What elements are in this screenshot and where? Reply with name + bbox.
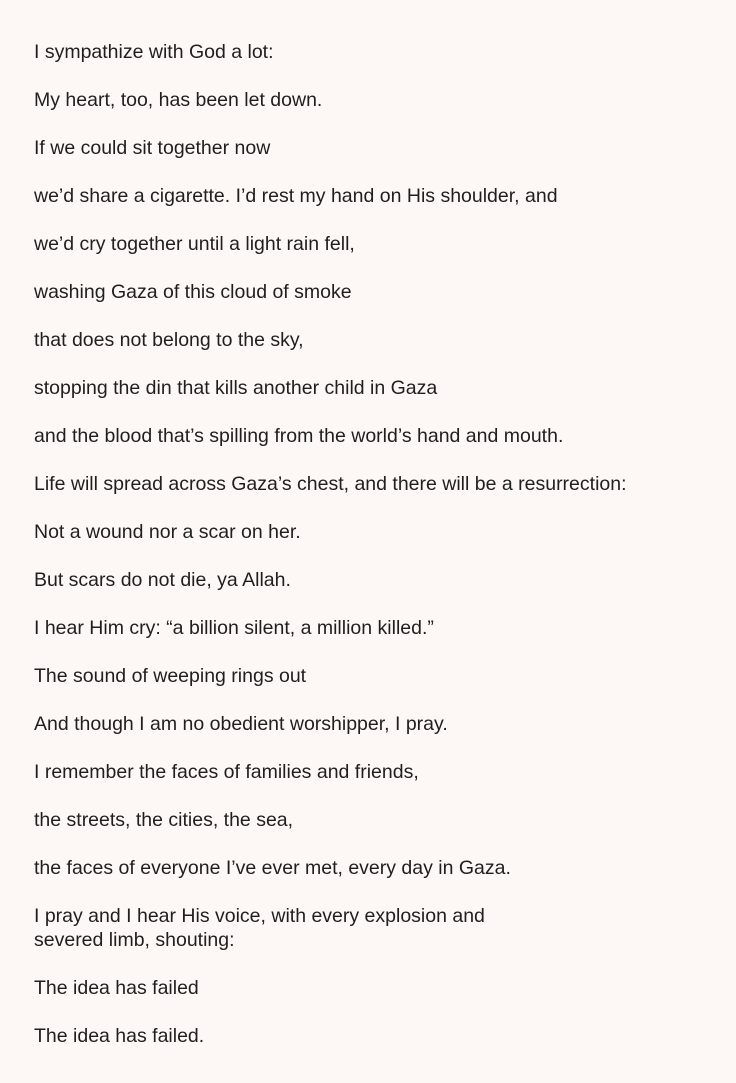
poem-text bbox=[34, 40, 704, 1072]
poem-line: The sound of weeping rings out bbox=[34, 665, 307, 687]
poem-line: But scars do not die, ya Allah. bbox=[34, 569, 291, 591]
poem-line: the faces of everyone I’ve ever met, every day in Gaza. bbox=[34, 857, 511, 879]
poem-line: The idea has failed. bbox=[34, 1025, 205, 1047]
poem-line: I remember the faces of families and friends, bbox=[34, 761, 419, 783]
poem-line: My heart, too, has been let down. bbox=[34, 89, 323, 111]
poem-line: that does not belong to the sky, bbox=[34, 329, 304, 351]
poem-line: If we could sit together now bbox=[34, 137, 271, 159]
poem-line: Life will spread across Gaza’s chest, and there will be a resurrection: bbox=[34, 473, 627, 495]
poem-line: I pray and I hear His voice, with every explosion and severed limb, shouting: bbox=[34, 905, 485, 951]
poem-line: I sympathize with God a lot: bbox=[34, 41, 274, 63]
poem-line: The idea has failed bbox=[34, 977, 199, 999]
poem-line: we’d share a cigarette. I’d rest my hand on His shoulder, and bbox=[34, 185, 558, 207]
poem-line: And though I am no obedient worshipper, I pray. bbox=[34, 713, 448, 735]
poem-line: I hear Him cry: “a billion silent, a million killed.” bbox=[34, 617, 434, 639]
poem-line: and the blood that’s spilling from the world’s hand and mouth. bbox=[34, 425, 564, 447]
poem-line: Not a wound nor a scar on her. bbox=[34, 521, 301, 543]
poem-line: we’d cry together until a light rain fell, bbox=[34, 233, 355, 255]
poem-line: stopping the din that kills another child in Gaza bbox=[34, 377, 438, 399]
poem-line: washing Gaza of this cloud of smoke bbox=[34, 281, 352, 303]
poem-line: the streets, the cities, the sea, bbox=[34, 809, 294, 831]
